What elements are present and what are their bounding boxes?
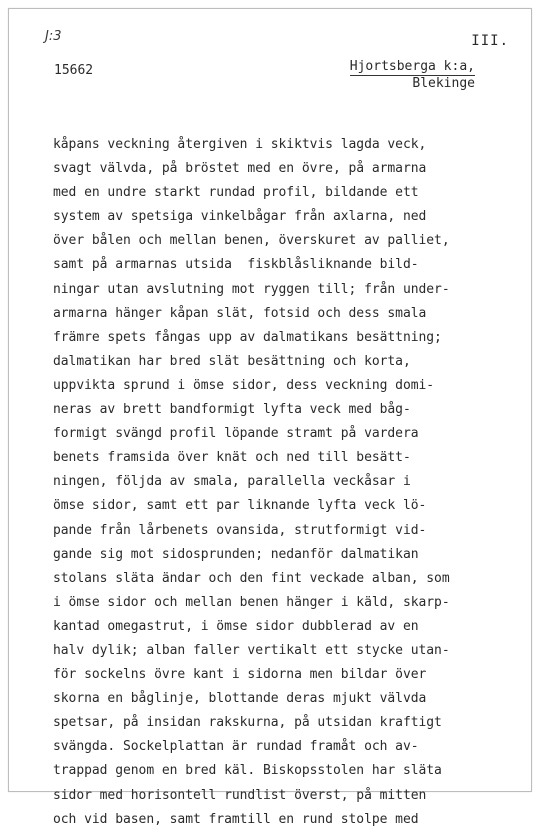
body-line: främre spets fångas upp av dalmatikans besättning; (53, 329, 442, 345)
body-line: i ömse sidor och mellan benen hänger i käld, skarp- (53, 594, 450, 610)
body-text (53, 133, 523, 832)
document-id: 15662 (54, 63, 94, 78)
body-line: svagt välvda, på bröstet med en övre, på armarna (53, 161, 427, 177)
body-line: system av spetsiga vinkelbågar från axlarna, ned (53, 209, 427, 225)
body-line: ömse sidor, samt ett par liknande lyfta veck lö- (53, 498, 427, 514)
body-line: spetsar, på insidan rakskurna, på utsidan kraftigt (53, 715, 442, 731)
body-line: halv dylik; alban faller vertikalt ett stycke utan- (53, 642, 450, 658)
location-region: Blekinge (412, 76, 475, 91)
document-page (8, 8, 532, 827)
body-line: stolans släta ändar och den fint veckade alban, som (53, 570, 450, 586)
body-line: trappad genom en bred käl. Biskopsstolen har släta (53, 763, 442, 779)
body-line: med en undre starkt rundad profil, bildande ett (53, 185, 419, 201)
handwritten-mark: J:3 (45, 29, 62, 44)
body-line: över bålen och mellan benen, överskuret av palliet, (53, 233, 450, 249)
body-line: svängda. Sockelplattan är rundad framåt och av- (53, 739, 419, 755)
body-line: kåpans veckning återgiven i skiktvis lagda veck, (53, 137, 427, 152)
body-line: för sockelns övre kant i sidorna men bildar över (53, 667, 427, 683)
body-line: och vid basen, samt framtill en rund stolpe med (53, 811, 419, 827)
body-line: sidor med horisontell rundlist överst, på mitten (53, 787, 427, 803)
body-line: neras av brett bandformigt lyfta veck med båg- (53, 402, 411, 418)
body-line: pande från lårbenets ovansida, strutformigt vid- (53, 522, 427, 538)
body-line: kantad omegastrut, i ömse sidor dubblerad av en (53, 618, 419, 634)
location-header (342, 59, 475, 92)
body-line: uppvikta sprund i ömse sidor, dess veckning domi- (53, 377, 435, 393)
body-line: benets framsida över knät och ned till besätt- (53, 450, 411, 466)
body-line: ningar utan avslutning mot ryggen till; från under- (53, 281, 450, 297)
body-line: skorna en båglinje, blottande deras mjukt välvda (53, 691, 427, 707)
body-line: samt på armarnas utsida fiskblåsliknande bild- (53, 257, 419, 273)
body-line: dalmatikan har bred slät besättning och korta, (53, 353, 411, 369)
body-line: gande sig mot sidosprunden; nedanför dalmatikan (53, 546, 419, 562)
body-line: armarna hänger kåpan slät, fotsid och dess smala (53, 305, 427, 321)
body-line: ningen, följda av smala, parallella veckåsar i (53, 474, 411, 490)
location-church: Hjortsberga k:a, (349, 59, 475, 74)
body-line: formigt svängd profil löpande stramt på vardera (53, 426, 419, 442)
page-number: III. (471, 33, 509, 49)
